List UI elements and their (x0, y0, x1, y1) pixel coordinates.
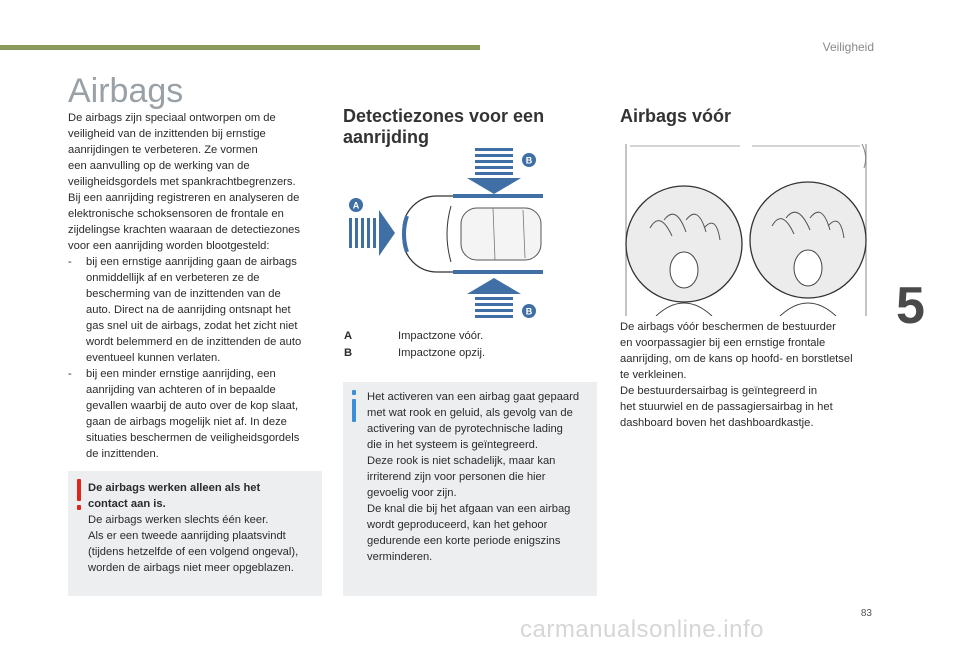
header-accent-bar (0, 45, 480, 50)
page-title: Airbags (68, 72, 184, 110)
legend-item: A Impactzone vóór. (344, 330, 484, 342)
front-impact-arrow (349, 210, 395, 256)
front-airbags-illustration (620, 140, 872, 316)
list-item: - bij een ernstige aanrijding gaan de airbags onmiddellijk af en verbeteren ze de bescherming van de inzittenden van de auto. Direct na de aanrijding ontsnapt het gas snel uit de airbags, zodat het zicht niet wordt belemmerd en de inzittenden de auto eventueel kunnen verlaten. (68, 256, 302, 364)
driver-airbag (626, 186, 742, 316)
diagram-legend (344, 328, 485, 362)
detection-zones-heading: Detectiezones voor een aanrijding (343, 106, 545, 147)
label-a: A (352, 200, 360, 211)
passenger-airbag (750, 182, 866, 316)
page-number: 83 (860, 608, 872, 619)
info-box: Het activeren van een airbag gaat gepaard met wat rook en geluid, als gevolg van de activering van de pyrotechnische lading die in het systeem is geïntegreerd. Deze rook is niet schadelijk, maar kan irriterend zijn voor personen die hier gevoelig voor zijn. De knal die bij het afgaan van een airbag wordt geproduceerd, kan het gehoor gedurende een korte periode enigszins verminderen. (343, 382, 597, 596)
warning-box: De airbags werken alleen als het contact aan is. De airbags werken slechts één keer. Als er een tweede aanrijding plaatsvindt (tijdens hetzelfde of een volgend ongeval), worden de airbags niet meer opgeblazen. (68, 471, 322, 596)
side-impact-arrow-bottom (467, 278, 521, 318)
car-top-view (403, 196, 543, 272)
info-icon (351, 390, 357, 422)
label-b-bottom: B (525, 306, 533, 317)
legend-item: B Impactzone opzij. (344, 347, 486, 359)
watermark: carmanualsonline.info (520, 616, 764, 643)
list-item: - bij een minder ernstige aanrijding, een aanrijding van achteren of in bepaalde gevallen waarbij de auto over de kop slaat, gaan de airbags mogelijk niet af. In deze situaties beschermen de veiligheidsgordels de inzittenden. (68, 368, 300, 460)
intro-text: De airbags zijn speciaal ontworpen om de veiligheid van de inzittenden bij ernstige aanrijdingen te verbeteren. Ze vormen een aanvulling op de werking van de veiligheidsgordels met spankrachtbegrenzers. Bij een aanrijding registreren en analyseren de elektronische schoksensoren de frontale en zijdelingse krachten waaraan de detectiezones voor een aanrijding worden blootgesteld: - bij een ernstige aanrijding gaan de airbags onmiddellijk af en verbeteren ze de bescherming van de inzittenden van de auto. Direct na de aanrijding ontsnapt het gas snel uit de airbags, zodat het zicht niet wordt belemmerd en de inzittenden de auto eventueel kunnen verlaten. - bij een minder ernstige aanrijding, een aanrijding van achteren of in bepaalde gevallen waarbij de auto over de kop slaat, gaan de airbags mogelijk niet af. In deze situaties beschermen de veiligheidsgordels de inzittenden. (68, 110, 328, 462)
car-impact-diagram (343, 146, 543, 322)
front-airbags-heading: Airbags vóór (620, 106, 732, 126)
warning-icon (76, 479, 82, 511)
side-impact-arrow-top (467, 148, 521, 194)
section-label: Veiligheid (822, 40, 874, 54)
chapter-number: 5 (896, 277, 925, 335)
label-b-top: B (525, 155, 533, 166)
front-airbags-text: De airbags vóór beschermen de bestuurder en voorpassagier bij een ernstige frontale aanrijding, om de kans op hoofd- en borstletsel te verkleinen. De bestuurdersairbag is geïntegreerd in het stuurwiel en de passagiersairbag in het dashboard boven het dashboardkastje. (620, 321, 853, 429)
